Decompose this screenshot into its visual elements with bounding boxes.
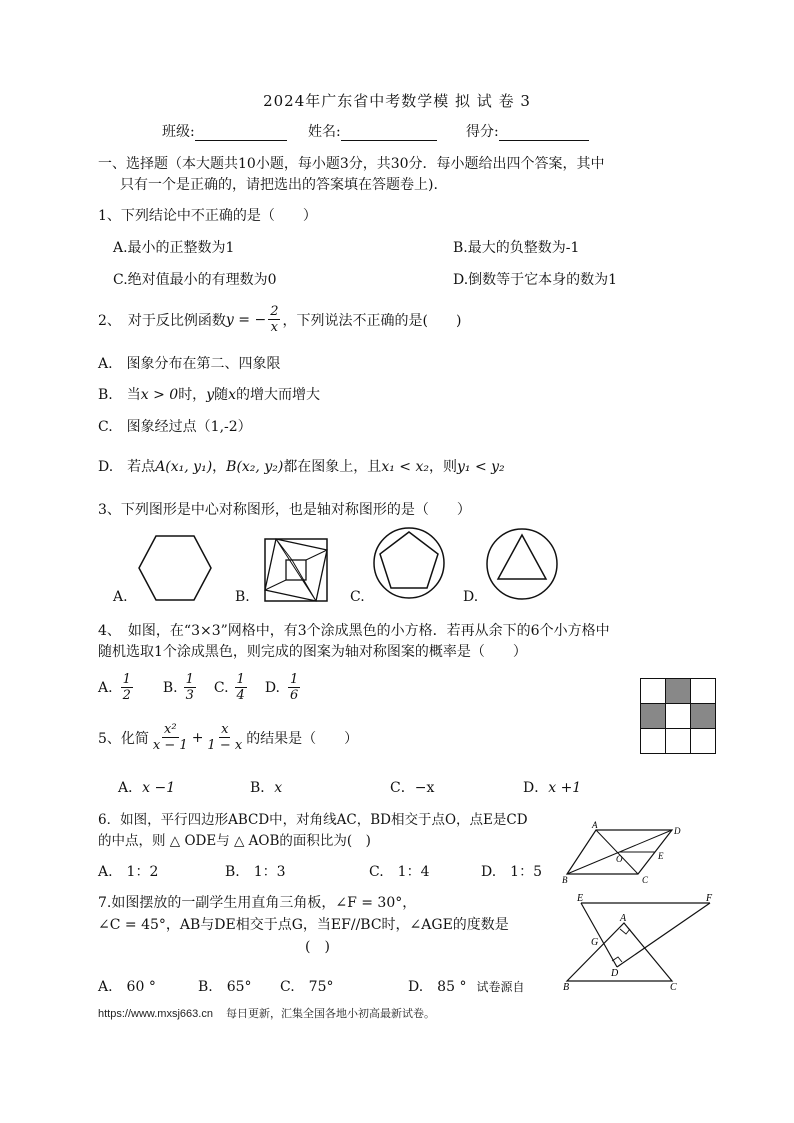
q5-a-label: A． xyxy=(118,780,143,796)
q2-option-c: C. 图象经过点（1,-2） xyxy=(98,419,252,435)
q6-option-b: B. 1：3 xyxy=(225,864,286,880)
grid-cell xyxy=(641,679,666,704)
q2-stem-post: ，下列说法不正确的是( ) xyxy=(282,312,462,329)
pentagon-in-circle-figure xyxy=(372,526,446,600)
class-field xyxy=(162,121,287,141)
footer-note: 每日更新，汇集全国各地小初高最新试卷。 xyxy=(226,1008,435,1020)
q7-stem-line2: ∠C = 45°，AB与DE相交于点G，当EF//BC时，∠AGE的度数是 xyxy=(98,917,509,933)
q5-stem xyxy=(98,722,358,753)
three-by-three-grid-figure xyxy=(640,678,716,753)
q2-d-mid2: ，则 xyxy=(428,459,457,475)
q6-option-d: D. 1：5 xyxy=(481,864,542,880)
q4-option-b-fraction xyxy=(184,672,196,703)
q2-b-pre: B. 当 xyxy=(98,387,141,403)
q5-option-c: C．−x xyxy=(390,780,435,796)
q2-stem-pre: 2、 对于反比例函数 xyxy=(98,312,226,329)
q5-b-label: B． xyxy=(250,780,275,796)
q1-option-a: A.最小的正整数为1 xyxy=(113,240,235,256)
q2-d-mid: 都在图象上，且 xyxy=(283,459,382,475)
q5-fraction-2 xyxy=(205,722,244,753)
q7-option-a: A. 60 ° xyxy=(98,979,156,995)
label-d: D xyxy=(611,968,619,979)
q4-d-den: 6 xyxy=(290,688,299,703)
q2-b-y: y xyxy=(206,387,215,403)
q5-d-value: x +1 xyxy=(548,780,582,796)
q4-b-den: 3 xyxy=(185,688,194,703)
q3-option-c-label: C. xyxy=(350,589,365,605)
label-a: A xyxy=(592,820,598,830)
q2-b-post: 的增大而增大 xyxy=(236,387,321,403)
q6-stem-line2: 的中点，则 △ ODE与 △ AOB的面积比为( ) xyxy=(98,833,371,849)
page-title: 2024年广东省中考数学模 拟 试 卷 3 xyxy=(263,92,531,110)
q4-option-d-fraction xyxy=(288,672,300,703)
q2-d-point-a: A(x₁, y₁) xyxy=(155,459,213,475)
q5-stem-post: 的结果是（ ） xyxy=(246,730,359,747)
class-label: 班级: xyxy=(162,124,195,140)
pinwheel-square-figure xyxy=(264,538,328,602)
q5-f1-num: x² xyxy=(164,722,177,737)
parallelogram-figure xyxy=(562,818,697,884)
q7-d-trailing-text: 试卷源自 xyxy=(476,980,525,994)
label-o: O xyxy=(616,854,623,864)
q1-option-b: B.最大的负整数为-1 xyxy=(453,240,580,256)
q3-option-b-label: B. xyxy=(235,589,250,605)
q4-d-num: 1 xyxy=(290,672,299,687)
q2-d-sep: ， xyxy=(212,459,227,475)
q7-option-c: C. 75° xyxy=(280,979,334,995)
footer-url-link[interactable]: https://www.mxsj663.cn xyxy=(98,1008,213,1020)
class-blank[interactable] xyxy=(195,126,287,141)
score-field xyxy=(466,121,589,141)
q2-option-d xyxy=(98,456,505,476)
q4-options xyxy=(98,672,302,703)
label-e: E xyxy=(658,851,664,861)
q5-option-b xyxy=(250,777,282,797)
q4-option-b: B. xyxy=(162,679,178,696)
q6-stem-line1: 6．如图，平行四边形ABCD中，对角线AC，BD相交于点O，点E是CD xyxy=(98,812,528,828)
q4-option-d: D. xyxy=(264,679,281,696)
q2-d-cond: x₁ < x₂ xyxy=(381,459,429,475)
q5-b-value: x xyxy=(274,780,283,796)
q5-f1-den: x − 1 xyxy=(152,738,188,753)
q4-a-num: 1 xyxy=(122,672,131,687)
q7-d-value: D. 85 ° xyxy=(408,979,467,995)
grid-cell-shaded xyxy=(666,679,691,704)
q5-stem-pre: 5、化简 xyxy=(98,730,149,747)
set-square-figure xyxy=(562,893,722,993)
label-a: A xyxy=(620,913,627,924)
q4-stem-line1: 4、 如图，在“3×3”网格中，有3个涂成黑色的小方格．若再从余下的6个小方格中 xyxy=(98,623,610,639)
q4-c-den: 4 xyxy=(236,688,245,703)
name-field xyxy=(308,121,437,141)
q2-option-a: A. 图象分布在第二、四象限 xyxy=(98,356,281,372)
triangle-in-circle-figure xyxy=(485,527,559,601)
section-instructions-line2: 只有一个是正确的，请把选出的答案填在答题卷上). xyxy=(120,177,438,193)
q4-option-a-fraction xyxy=(121,672,133,703)
q5-plus: + xyxy=(191,729,204,746)
q3-stem: 3、下列图形是中心对称图形，也是轴对称图形的是（ ） xyxy=(98,502,471,518)
q2-func-den: x xyxy=(270,320,279,335)
q5-f2-num: x xyxy=(221,722,229,737)
grid-cell-shaded xyxy=(641,704,666,729)
label-b: B xyxy=(562,875,568,885)
name-label: 姓名: xyxy=(308,124,341,140)
q7-stem-line1: 7.如图摆放的一副学生用直角三角板，∠F = 30°， xyxy=(98,895,417,911)
q5-a-value: x −1 xyxy=(142,780,176,796)
score-blank[interactable] xyxy=(499,126,589,141)
q5-fraction-1 xyxy=(151,722,190,753)
label-c: C xyxy=(670,982,677,993)
q7-option-d xyxy=(408,976,524,996)
q6-option-c: C. 1：4 xyxy=(369,864,430,880)
grid-cell xyxy=(641,729,666,754)
q4-c-num: 1 xyxy=(236,672,245,687)
q2-d-result: y₁ < y₂ xyxy=(456,459,505,475)
q2-func-fraction xyxy=(268,304,280,335)
q3-option-a-label: A. xyxy=(113,589,128,605)
q5-f2-den: 1 − x xyxy=(207,738,243,753)
label-g: G xyxy=(591,937,599,948)
q4-b-num: 1 xyxy=(185,672,194,687)
grid-cell xyxy=(666,704,691,729)
q7-option-b: B. 65° xyxy=(198,979,252,995)
q1-option-c: C.绝对值最小的有理数为0 xyxy=(113,272,277,288)
section-instructions-line1: 一、选择题（本大题共10小题，每小题3分，共30分．每小题给出四个答案，其中 xyxy=(98,156,605,172)
q4-stem-line2: 随机选取1个涂成黑色，则完成的图案为轴对称图案的概率是（ ） xyxy=(98,644,527,660)
hexagon-figure xyxy=(138,535,212,601)
grid-cell xyxy=(666,729,691,754)
q1-option-d: D.倒数等于它本身的数为1 xyxy=(453,272,618,288)
q2-b-x: x xyxy=(228,387,237,403)
footer xyxy=(98,1005,435,1021)
q2-d-pre: D. 若点 xyxy=(98,459,156,475)
grid-cell xyxy=(691,679,716,704)
q2-b-mid: 时， xyxy=(178,387,207,403)
label-d: D xyxy=(674,826,681,836)
q6-option-a: A. 1：2 xyxy=(98,864,159,880)
q2-func-lhs: y = − xyxy=(225,311,267,328)
q5-d-label: D． xyxy=(523,780,549,796)
q2-option-b xyxy=(98,384,320,404)
q4-option-c: C. xyxy=(213,679,229,696)
name-blank[interactable] xyxy=(341,126,437,141)
q4-option-c-fraction xyxy=(235,672,247,703)
q7-answer-blank: ( ) xyxy=(305,939,330,955)
label-c: C xyxy=(642,875,649,885)
q1-stem: 1、下列结论中不正确的是（ ） xyxy=(98,208,317,224)
q2-func-num: 2 xyxy=(270,304,279,319)
q2-d-point-b: B(x₂, y₂) xyxy=(226,459,284,475)
q5-option-d xyxy=(523,777,581,797)
label-e: E xyxy=(577,893,584,904)
score-label: 得分: xyxy=(466,124,499,140)
q3-option-d-label: D. xyxy=(463,589,479,605)
q4-a-den: 2 xyxy=(122,688,131,703)
q5-option-a xyxy=(118,777,175,797)
q4-option-a: A. xyxy=(98,679,113,696)
q2-b-cond: x > 0 xyxy=(140,387,179,403)
grid-cell-shaded xyxy=(691,704,716,729)
label-b: B xyxy=(563,982,570,993)
label-f: F xyxy=(706,893,713,904)
grid-cell xyxy=(691,729,716,754)
q2-stem xyxy=(98,304,461,335)
q2-b-mid2: 随 xyxy=(214,387,229,403)
